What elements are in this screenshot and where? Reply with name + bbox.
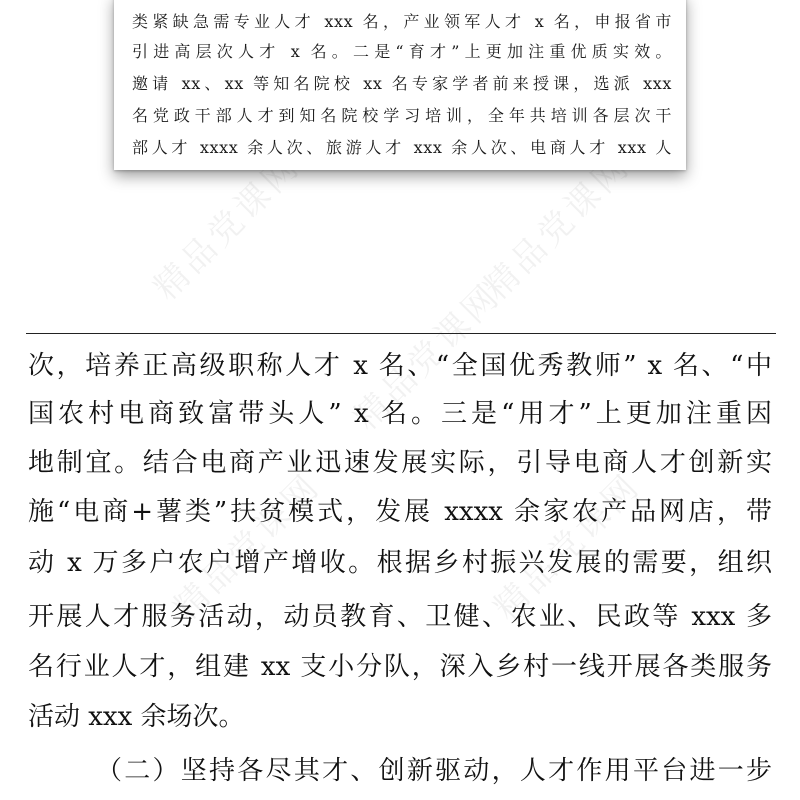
body-line: 施“电商+薯类”扶贫模式，发展 xxxx 余家农产品网店，带 xyxy=(28,497,772,527)
body-line: 地制宜。结合电商产业迅速发展实际，引导电商人才创新实 xyxy=(28,448,772,478)
watermark-text: 精品党课网 xyxy=(346,275,509,439)
previous-page-preview xyxy=(114,0,686,170)
preview-line: 引进高层次人才 x 名。二是“育才”上更加注重优质实效。 xyxy=(132,42,672,61)
body-line: 国农村电商致富带头人” x 名。三是“用才”上更加注重因 xyxy=(28,399,772,429)
preview-line: 类紧缺急需专业人才 xxx 名，产业领军人才 x 名，申报省市 xyxy=(132,12,672,31)
preview-line: 邀请 xx、xx 等知名院校 xx 名专家学者前来授课，选派 xxx xyxy=(132,74,672,93)
preview-line: 名党政干部人才到知名院校学习培训，全年共培训各层次干 xyxy=(132,106,672,125)
watermark-text: 精品党课网 xyxy=(486,465,649,629)
watermark-text: 精品党课网 xyxy=(146,145,309,309)
body-line: 名行业人才，组建 xx 支小分队，深入乡村一线开展各类服务 xyxy=(28,652,772,682)
preview-line: 部人才 xxxx 余人次、旅游人才 xxx 余人次、电商人才 xxx 人 xyxy=(132,138,672,157)
body-line: 活动 xxx 余场次。 xyxy=(28,702,245,732)
section-heading: （二）坚持各尽其才、创新驱动，人才作用平台进一步 xyxy=(96,756,772,786)
body-line: 开展人才服务活动，动员教育、卫健、农业、民政等 xxx 多 xyxy=(28,602,772,632)
page-divider xyxy=(26,333,776,334)
watermark-text: 精品党课网 xyxy=(476,145,639,309)
body-line: 动 x 万多户农户增产增收。根据乡村振兴发展的需要，组织 xyxy=(28,548,772,578)
watermark-text: 精品党课网 xyxy=(166,465,329,629)
body-line: 次，培养正高级职称人才 x 名、“全国优秀教师” x 名、“中 xyxy=(28,351,772,381)
